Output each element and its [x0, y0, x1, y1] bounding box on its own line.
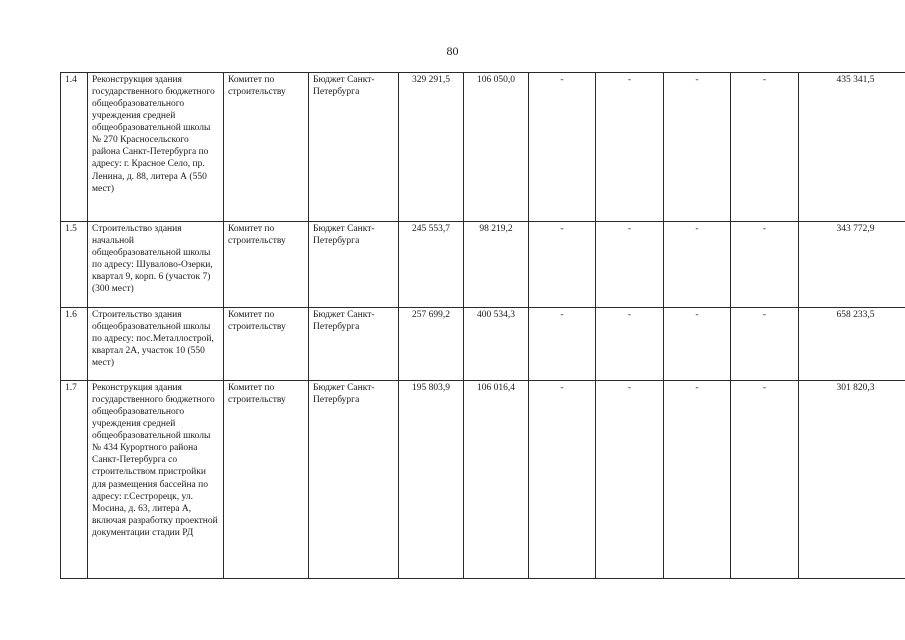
table-row	[61, 222, 905, 308]
executor: Комитет по строительству	[224, 381, 309, 579]
funding-source: Бюджет Санкт-Петербурга	[309, 381, 399, 579]
amount-year-3: -	[529, 381, 596, 579]
amount-year-2: 400 534,3	[464, 308, 529, 381]
object-name: Строительство здания общеобразовательной школы по адресу: пос.Металлострой, квартал 2А, участок 10 (550 мест)	[88, 308, 224, 381]
amount-year-1: 329 291,5	[399, 73, 464, 222]
row-number: 1.6	[61, 308, 88, 381]
executor: Комитет по строительству	[224, 308, 309, 381]
amount-year-6: -	[731, 73, 799, 222]
funding-source: Бюджет Санкт-Петербурга	[309, 222, 399, 308]
amount-year-2: 106 050,0	[464, 73, 529, 222]
executor: Комитет по строительству	[224, 73, 309, 222]
page-number: 80	[446, 44, 459, 58]
table-body	[61, 73, 905, 579]
budget-table	[60, 72, 905, 579]
amount-year-1: 195 803,9	[399, 381, 464, 579]
amount-year-4: -	[596, 73, 664, 222]
amount-year-6: -	[731, 308, 799, 381]
table-row	[61, 308, 905, 381]
amount-year-3: -	[529, 73, 596, 222]
funding-source: Бюджет Санкт-Петербурга	[309, 73, 399, 222]
funding-source: Бюджет Санкт-Петербурга	[309, 308, 399, 381]
amount-year-2: 98 219,2	[464, 222, 529, 308]
row-number: 1.4	[61, 73, 88, 222]
amount-year-6: -	[731, 381, 799, 579]
amount-year-2: 106 016,4	[464, 381, 529, 579]
amount-year-5: -	[664, 381, 731, 579]
amount-year-4: -	[596, 381, 664, 579]
object-name: Реконструкция здания государственного бюджетного общеобразовательного учреждения средней общеобразовательной школы № 434 Курортного района Санкт-Петербурга со строительством пристройки для размещения бассейна по адресу: г.Сестрорецк, ул. Мосина, д. 63, литера А, включая разработку проектной документации стадии РД	[88, 381, 224, 579]
amount-total: 301 820,3	[799, 381, 905, 579]
object-name: Строительство здания начальной общеобразовательной школы по адресу: Шувалово-Озерки, квартал 9, корп. 6 (участок 7) (300 мест)	[88, 222, 224, 308]
amount-year-5: -	[664, 73, 731, 222]
amount-year-6: -	[731, 222, 799, 308]
row-number: 1.7	[61, 381, 88, 579]
amount-year-4: -	[596, 222, 664, 308]
amount-year-1: 257 699,2	[399, 308, 464, 381]
amount-year-5: -	[664, 308, 731, 381]
amount-total: 435 341,5	[799, 73, 905, 222]
table-row	[61, 381, 905, 579]
amount-year-5: -	[664, 222, 731, 308]
object-name: Реконструкция здания государственного бюджетного общеобразовательного учреждения средней общеобразовательной школы № 270 Красносельского района Санкт-Петербурга по адресу: г. Красное Село, пр. Ленина, д. 88, литера А (550 мест)	[88, 73, 224, 222]
amount-year-1: 245 553,7	[399, 222, 464, 308]
table-row	[61, 73, 905, 222]
amount-total: 343 772,9	[799, 222, 905, 308]
amount-total: 658 233,5	[799, 308, 905, 381]
amount-year-3: -	[529, 222, 596, 308]
row-number: 1.5	[61, 222, 88, 308]
amount-year-3: -	[529, 308, 596, 381]
amount-year-4: -	[596, 308, 664, 381]
executor: Комитет по строительству	[224, 222, 309, 308]
